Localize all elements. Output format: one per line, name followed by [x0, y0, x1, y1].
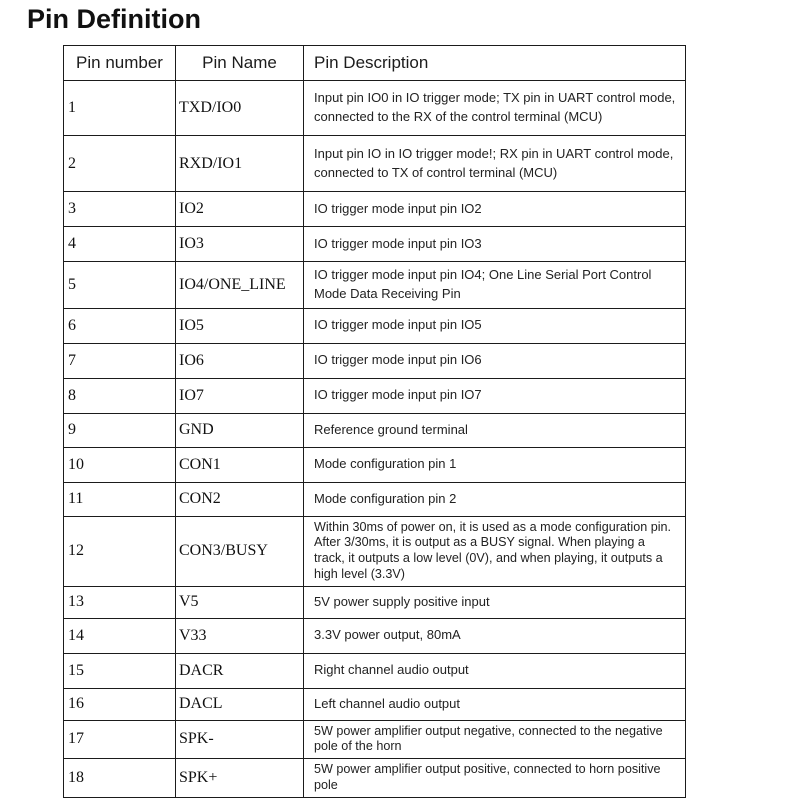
pin-number-cell: 14 — [64, 618, 176, 653]
pin-description-cell: 3.3V power output, 80mA — [304, 618, 686, 653]
pin-number-cell: 1 — [64, 81, 176, 136]
col-header-pin-number: Pin number — [64, 46, 176, 81]
pin-number-cell: 15 — [64, 653, 176, 688]
pin-number-cell: 10 — [64, 447, 176, 482]
table-row — [64, 413, 686, 447]
pin-name-cell: DACR — [176, 653, 304, 688]
pin-description-cell: IO trigger mode input pin IO3 — [304, 227, 686, 262]
pin-name-cell: IO3 — [176, 227, 304, 262]
table-row — [64, 136, 686, 192]
pin-name-cell: TXD/IO0 — [176, 81, 304, 136]
pin-name-cell: CON3/BUSY — [176, 516, 304, 586]
pin-number-cell: 2 — [64, 136, 176, 192]
col-header-pin-name: Pin Name — [176, 46, 304, 81]
pin-name-cell: SPK- — [176, 720, 304, 758]
pin-name-cell: IO4/ONE_LINE — [176, 262, 304, 309]
header-row — [64, 46, 686, 81]
pin-definition-table — [63, 45, 686, 798]
pin-name-cell: DACL — [176, 688, 304, 720]
pin-name-cell: SPK+ — [176, 759, 304, 797]
table-row — [64, 192, 686, 227]
pin-description-cell: 5W power amplifier output negative, connected to the negative pole of the horn — [304, 720, 686, 758]
pin-name-cell: CON1 — [176, 447, 304, 482]
table-row — [64, 262, 686, 309]
pin-description-cell: IO trigger mode input pin IO6 — [304, 343, 686, 378]
pin-name-cell: IO6 — [176, 343, 304, 378]
pin-number-cell: 8 — [64, 378, 176, 413]
pin-number-cell: 9 — [64, 413, 176, 447]
pin-description-cell: Mode configuration pin 1 — [304, 447, 686, 482]
pin-description-cell: Input pin IO0 in IO trigger mode; TX pin in UART control mode, connected to the RX of the control terminal (MCU) — [304, 81, 686, 136]
pin-name-cell: IO2 — [176, 192, 304, 227]
table-row — [64, 653, 686, 688]
page-title: Pin Definition — [27, 4, 201, 34]
pin-description-cell: Right channel audio output — [304, 653, 686, 688]
pin-description-cell: IO trigger mode input pin IO7 — [304, 378, 686, 413]
pin-name-cell: IO5 — [176, 308, 304, 343]
pin-number-cell: 11 — [64, 482, 176, 516]
pin-number-cell: 4 — [64, 227, 176, 262]
pin-number-cell: 16 — [64, 688, 176, 720]
pin-description-cell: Within 30ms of power on, it is used as a mode configuration pin. After 3/30ms, it is output as a BUSY signal. When playing a track, it outputs a low level (0V), and when playing, it outputs a high level (3.3V) — [304, 516, 686, 586]
table-row — [64, 586, 686, 618]
table-row — [64, 343, 686, 378]
table-row — [64, 227, 686, 262]
pin-description-cell: IO trigger mode input pin IO2 — [304, 192, 686, 227]
pin-name-cell: IO7 — [176, 378, 304, 413]
pin-number-cell: 5 — [64, 262, 176, 309]
pin-number-cell: 3 — [64, 192, 176, 227]
pin-number-cell: 7 — [64, 343, 176, 378]
pin-description-cell: IO trigger mode input pin IO5 — [304, 308, 686, 343]
pin-name-cell: CON2 — [176, 482, 304, 516]
table-row — [64, 516, 686, 586]
pin-number-cell: 12 — [64, 516, 176, 586]
pin-name-cell: V33 — [176, 618, 304, 653]
pin-description-cell: IO trigger mode input pin IO4; One Line Serial Port Control Mode Data Receiving Pin — [304, 262, 686, 309]
table-row — [64, 378, 686, 413]
table-row — [64, 720, 686, 758]
pin-description-cell: Mode configuration pin 2 — [304, 482, 686, 516]
col-header-pin-description: Pin Description — [304, 46, 686, 81]
pin-description-cell: 5V power supply positive input — [304, 586, 686, 618]
pin-description-cell: 5W power amplifier output positive, connected to horn positive pole — [304, 759, 686, 797]
pin-number-cell: 13 — [64, 586, 176, 618]
pin-number-cell: 18 — [64, 759, 176, 797]
pin-description-cell: Reference ground terminal — [304, 413, 686, 447]
table-row — [64, 482, 686, 516]
pin-description-cell: Left channel audio output — [304, 688, 686, 720]
table-row — [64, 81, 686, 136]
pin-name-cell: RXD/IO1 — [176, 136, 304, 192]
table-row — [64, 618, 686, 653]
table-row — [64, 688, 686, 720]
pin-description-cell: Input pin IO in IO trigger mode!; RX pin in UART control mode, connected to TX of control terminal (MCU) — [304, 136, 686, 192]
pin-name-cell: GND — [176, 413, 304, 447]
table-row — [64, 308, 686, 343]
pin-number-cell: 6 — [64, 308, 176, 343]
pin-name-cell: V5 — [176, 586, 304, 618]
table-row — [64, 759, 686, 797]
table-row — [64, 447, 686, 482]
pin-number-cell: 17 — [64, 720, 176, 758]
